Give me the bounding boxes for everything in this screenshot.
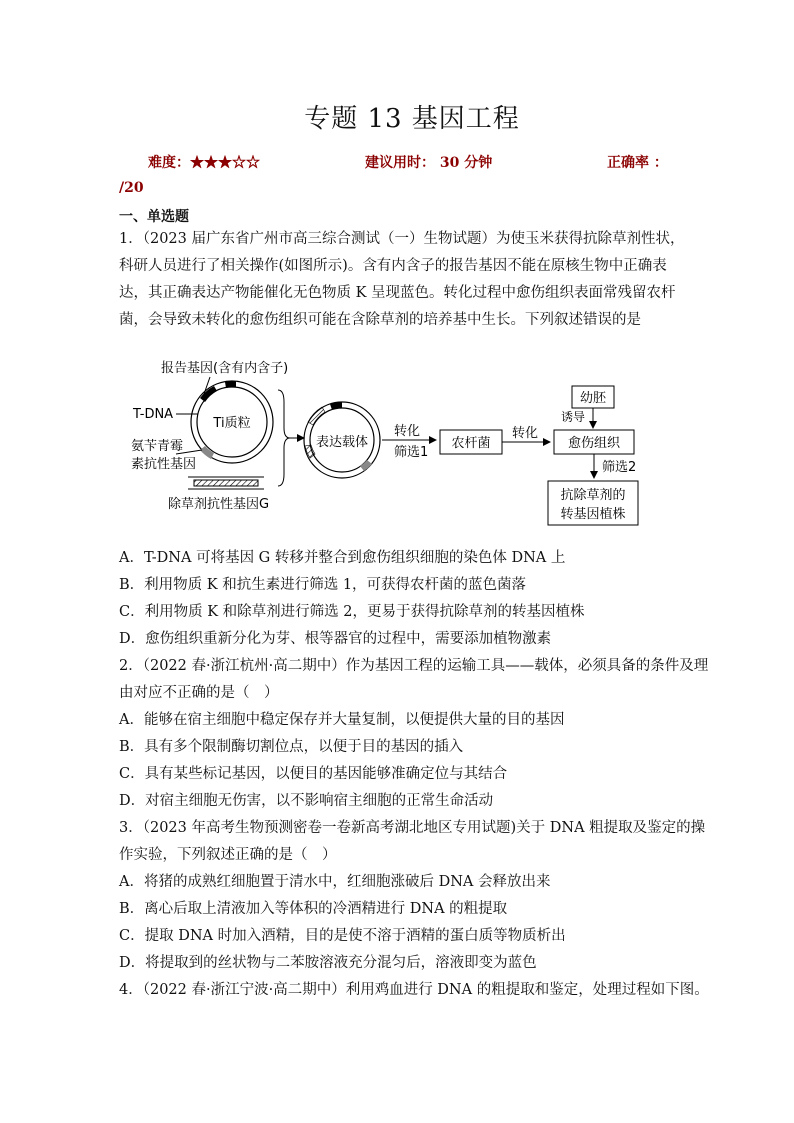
report-gene-label: 报告基因(含有内含子) [161, 361, 289, 376]
amp-gene-label-1: 氨苄青霉 [131, 439, 184, 454]
suggested-time-label: 建议用时： 30 分钟 [365, 155, 493, 171]
callus-label: 愈伤组织 [567, 436, 621, 451]
transgenic-plant-label-1: 抗除草剂的 [560, 488, 626, 503]
amp-gene-label-2: 素抗性基因 [131, 457, 197, 472]
induce-label: 诱导 [561, 410, 586, 424]
question-2-stem-line-2: 由对应不正确的是（ ） [119, 685, 279, 701]
agrobacterium-label: 农杆菌 [451, 436, 491, 451]
herbicide-gene-label: 除草剂抗性基因G [168, 497, 270, 512]
question-1-option-b: B．利用物质 K 和抗生素进行筛选 1，可获得农杆菌的蓝色菌落 [119, 577, 527, 593]
question-3-stem-line-2: 作实验，下列叙述正确的是（ ） [119, 847, 337, 863]
accuracy-total: /20 [119, 180, 144, 196]
difficulty-label: 难度：★★★☆☆ [148, 155, 260, 171]
herbicide-gene-bar [194, 480, 258, 486]
question-2-option-c: C．具有某些标记基因，以便目的基因能够准确定位与其结合 [119, 766, 508, 782]
question-2-option-a: A．能够在宿主细胞中稳定保存并大量复制，以便提供大量的目的基因 [119, 712, 565, 728]
question-1-option-d: D．愈伤组织重新分化为芽、根等器官的过程中，需要添加植物激素 [119, 631, 552, 647]
section-title: 一、单选题 [119, 209, 189, 225]
ti-plasmid-label: Ti质粒 [213, 416, 251, 431]
embryo-label: 幼胚 [579, 391, 607, 406]
question-2-option-b: B．具有多个限制酶切割位点，以便于目的基因的插入 [119, 739, 464, 755]
expression-vector-label: 表达载体 [315, 435, 369, 450]
question-3-option-a: A．将猪的成熟红细胞置于清水中，红细胞涨破后 DNA 会释放出来 [119, 874, 551, 890]
question-3-stem-line-1: 3．（2023 年高考生物预测密卷一卷新高考湖北地区专用试题)关于 DNA 粗提取及鉴定的操 [119, 820, 706, 836]
question-1-option-a: A．T-DNA 可将基因 G 转移并整合到愈伤组织细胞的染色体 DNA 上 [119, 550, 566, 566]
transgenic-plant-label-2: 转基因植株 [560, 507, 626, 522]
question-2-stem-line-1: 2．（2022 春·浙江杭州·高二期中）作为基因工程的运输工具——载体，必须具备的条件及理 [119, 658, 709, 674]
accuracy-label: 正确率 ： [607, 155, 668, 171]
question-1-diagram [128, 350, 668, 530]
question-1-stem: 1．（2023 届广东省广州市高三综合测试（一）生物试题）为使玉米获得抗除草剂性状，科研人员进行了相关操作(如图所示)。含有内含子的报告基因不能在原核生物中正确表达，其正确表达产物能催化无色物质 K 呈现蓝色。转化过程中愈伤组织表面常残留农杆菌，会导致未转化的愈伤组织可能在含除草剂的培养基中生长。下列叙述错误的是 [119, 231, 685, 328]
page-title: 专题 13 基因工程 [304, 104, 520, 134]
screen-1-label: 筛选1 [394, 445, 429, 460]
transform-1-label: 转化 [394, 424, 421, 439]
question-4-stem: 4．（2022 春·浙江宁波·高二期中）利用鸡血进行 DNA 的粗提取和鉴定，处理过程如下图。 [119, 982, 709, 998]
question-3-option-c: C．提取 DNA 时加入酒精，目的是使不溶于酒精的蛋白质等物质析出 [119, 928, 566, 944]
transform-2-label: 转化 [512, 426, 539, 441]
question-1-option-c: C．利用物质 K 和除草剂进行筛选 2，更易于获得抗除草剂的转基因植株 [119, 604, 585, 620]
question-3-option-d: D．将提取到的丝状物与二苯胺溶液充分混匀后，溶液即变为蓝色 [119, 955, 537, 971]
question-3-option-b: B．离心后取上清液加入等体积的冷酒精进行 DNA 的粗提取 [119, 901, 508, 917]
screen-2-label: 筛选2 [602, 460, 637, 475]
tdna-label: T-DNA [133, 407, 174, 422]
question-2-option-d: D．对宿主细胞无伤害，以不影响宿主细胞的正常生命活动 [119, 793, 494, 809]
